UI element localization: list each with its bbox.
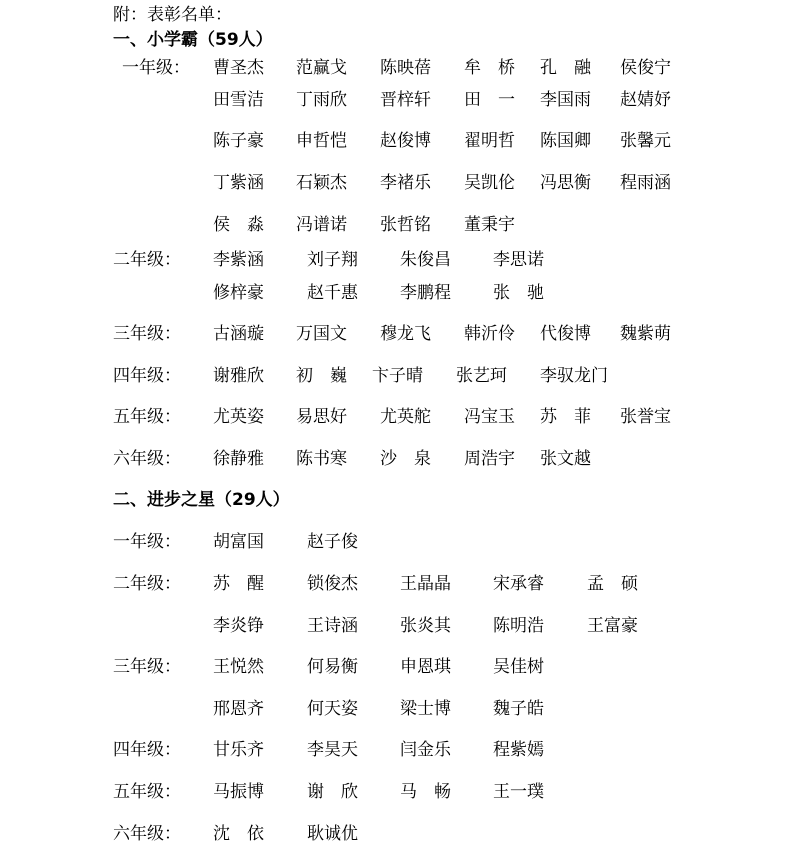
grade-label: 四年级： [113, 366, 181, 386]
student-name: 锁俊杰 [307, 574, 358, 594]
grade-label: 五年级： [113, 782, 181, 802]
student-name: 马振博 [213, 782, 264, 802]
student-name: 程紫嫣 [493, 740, 544, 760]
student-name: 沙 泉 [380, 449, 431, 469]
student-name: 代俊博 [540, 324, 591, 344]
student-name: 魏紫萌 [620, 324, 671, 344]
student-name: 马 畅 [400, 782, 451, 802]
student-name: 张艺珂 [456, 366, 507, 386]
student-name: 韩沂伶 [464, 324, 515, 344]
student-name: 何天姿 [307, 699, 358, 719]
student-name: 范赢戈 [296, 58, 347, 78]
student-name: 冯谱诺 [296, 215, 347, 235]
student-name: 尤英姿 [213, 407, 264, 427]
student-name: 穆龙飞 [380, 324, 431, 344]
student-name: 王富豪 [587, 616, 638, 636]
grade-label: 六年级： [113, 449, 181, 469]
student-name: 谢 欣 [307, 782, 358, 802]
student-name: 苏 醒 [213, 574, 264, 594]
student-name: 侯 淼 [213, 215, 264, 235]
student-name: 董秉宇 [464, 215, 515, 235]
grade-label: 四年级： [113, 740, 181, 760]
student-name: 陈明浩 [493, 616, 544, 636]
student-name: 梁士博 [400, 699, 451, 719]
student-name: 李昊天 [307, 740, 358, 760]
student-name: 李紫涵 [213, 250, 264, 270]
attachment-intro: 附：表彰名单： [113, 5, 232, 25]
student-name: 魏子皓 [493, 699, 544, 719]
section-heading: 一、小学霸（59人） [113, 30, 273, 50]
student-name: 赵子俊 [307, 532, 358, 552]
student-name: 胡富国 [213, 532, 264, 552]
student-name: 吴佳树 [493, 657, 544, 677]
student-name: 陈国卿 [540, 131, 591, 151]
grade-label: 一年级： [113, 532, 181, 552]
student-name: 张馨元 [620, 131, 671, 151]
student-name: 谢雅欣 [213, 366, 264, 386]
student-name: 卞子晴 [372, 366, 423, 386]
student-name: 刘子翔 [307, 250, 358, 270]
grade-label: 二年级： [113, 250, 181, 270]
student-name: 田 一 [464, 90, 515, 110]
student-name: 赵千惠 [307, 283, 358, 303]
grade-label: 三年级： [113, 324, 181, 344]
student-name: 石颖杰 [296, 173, 347, 193]
student-name: 赵婧妤 [620, 90, 671, 110]
student-name: 宋承睿 [493, 574, 544, 594]
student-name: 修梓豪 [213, 283, 264, 303]
student-name: 冯思衡 [540, 173, 591, 193]
student-name: 申恩琪 [400, 657, 451, 677]
student-name: 张誉宝 [620, 407, 671, 427]
student-name: 何易衡 [307, 657, 358, 677]
student-name: 陈映蓓 [380, 58, 431, 78]
student-name: 牟 桥 [464, 58, 515, 78]
student-name: 古涵璇 [213, 324, 264, 344]
student-name: 晋梓轩 [380, 90, 431, 110]
student-name: 吴凯伦 [464, 173, 515, 193]
student-name: 张文越 [540, 449, 591, 469]
student-name: 徐静雅 [213, 449, 264, 469]
student-name: 李褚乐 [380, 173, 431, 193]
student-name: 万国文 [296, 324, 347, 344]
student-name: 张 驰 [493, 283, 544, 303]
grade-label: 二年级： [113, 574, 181, 594]
student-name: 尤英舵 [380, 407, 431, 427]
student-name: 张哲铭 [380, 215, 431, 235]
student-name: 李鹏程 [400, 283, 451, 303]
section-heading: 二、进步之星（29人） [113, 490, 290, 510]
student-name: 王悦然 [213, 657, 264, 677]
student-name: 李思诺 [493, 250, 544, 270]
student-name: 李炎铮 [213, 616, 264, 636]
grade-label: 六年级： [113, 824, 181, 844]
student-name: 侯俊宁 [620, 58, 671, 78]
student-name: 陈书寒 [296, 449, 347, 469]
student-name: 孟 硕 [587, 574, 638, 594]
student-name: 初 巍 [296, 366, 347, 386]
student-name: 耿诚优 [307, 824, 358, 844]
student-name: 朱俊昌 [400, 250, 451, 270]
student-name: 周浩宇 [464, 449, 515, 469]
grade-label: 五年级： [113, 407, 181, 427]
student-name: 李驭龙门 [540, 366, 608, 386]
student-name: 邢恩齐 [213, 699, 264, 719]
student-name: 孔 融 [540, 58, 591, 78]
grade-label: 一年级： [122, 58, 190, 78]
student-name: 王诗涵 [307, 616, 358, 636]
student-name: 冯宝玉 [464, 407, 515, 427]
student-name: 丁雨欣 [296, 90, 347, 110]
student-name: 李国雨 [540, 90, 591, 110]
student-name: 苏 菲 [540, 407, 591, 427]
student-name: 程雨涵 [620, 173, 671, 193]
student-name: 易思好 [296, 407, 347, 427]
grade-label: 三年级： [113, 657, 181, 677]
student-name: 申哲恺 [296, 131, 347, 151]
student-name: 王一璞 [493, 782, 544, 802]
student-name: 陈子豪 [213, 131, 264, 151]
student-name: 曹圣杰 [213, 58, 264, 78]
student-name: 甘乐齐 [213, 740, 264, 760]
student-name: 田雪洁 [213, 90, 264, 110]
student-name: 丁紫涵 [213, 173, 264, 193]
student-name: 张炎其 [400, 616, 451, 636]
student-name: 赵俊博 [380, 131, 431, 151]
student-name: 翟明哲 [464, 131, 515, 151]
student-name: 王晶晶 [400, 574, 451, 594]
student-name: 闫金乐 [400, 740, 451, 760]
student-name: 沈 依 [213, 824, 264, 844]
